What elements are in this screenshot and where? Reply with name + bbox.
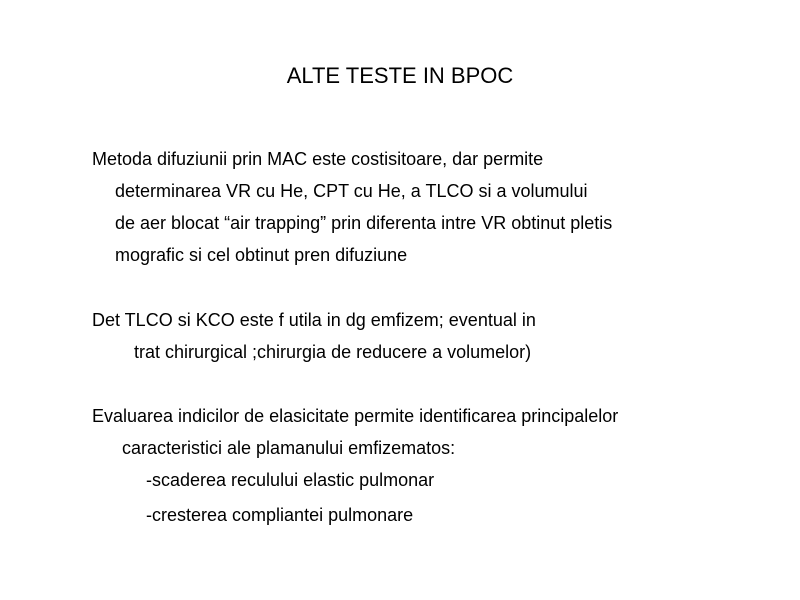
paragraph-line: caracteristici ale plamanului emfizematos: bbox=[122, 438, 456, 458]
paragraph-line: trat chirurgical ;chirurgia de reducere a volumelor) bbox=[134, 342, 532, 362]
paragraph-line: determinarea VR cu He, CPT cu He, a TLCO si a volumului bbox=[115, 181, 588, 201]
paragraph-line: Det TLCO si KCO este f utila in dg emfizem; eventual in bbox=[92, 310, 536, 330]
paragraph-line: Evaluarea indicilor de elasicitate permite identificarea principalelor bbox=[92, 406, 619, 426]
bullet-item: -scaderea reculului elastic pulmonar bbox=[146, 470, 435, 490]
slide-title: ALTE TESTE IN BPOC bbox=[286, 63, 514, 88]
paragraph-line: de aer blocat “air trapping” prin diferenta intre VR obtinut pletis bbox=[115, 213, 613, 233]
bullet-item: -cresterea compliantei pulmonare bbox=[146, 505, 414, 525]
paragraph-line: mografic si cel obtinut pren difuziune bbox=[115, 245, 408, 265]
paragraph-line: Metoda difuziunii prin MAC este costisitoare, dar permite bbox=[92, 149, 544, 169]
